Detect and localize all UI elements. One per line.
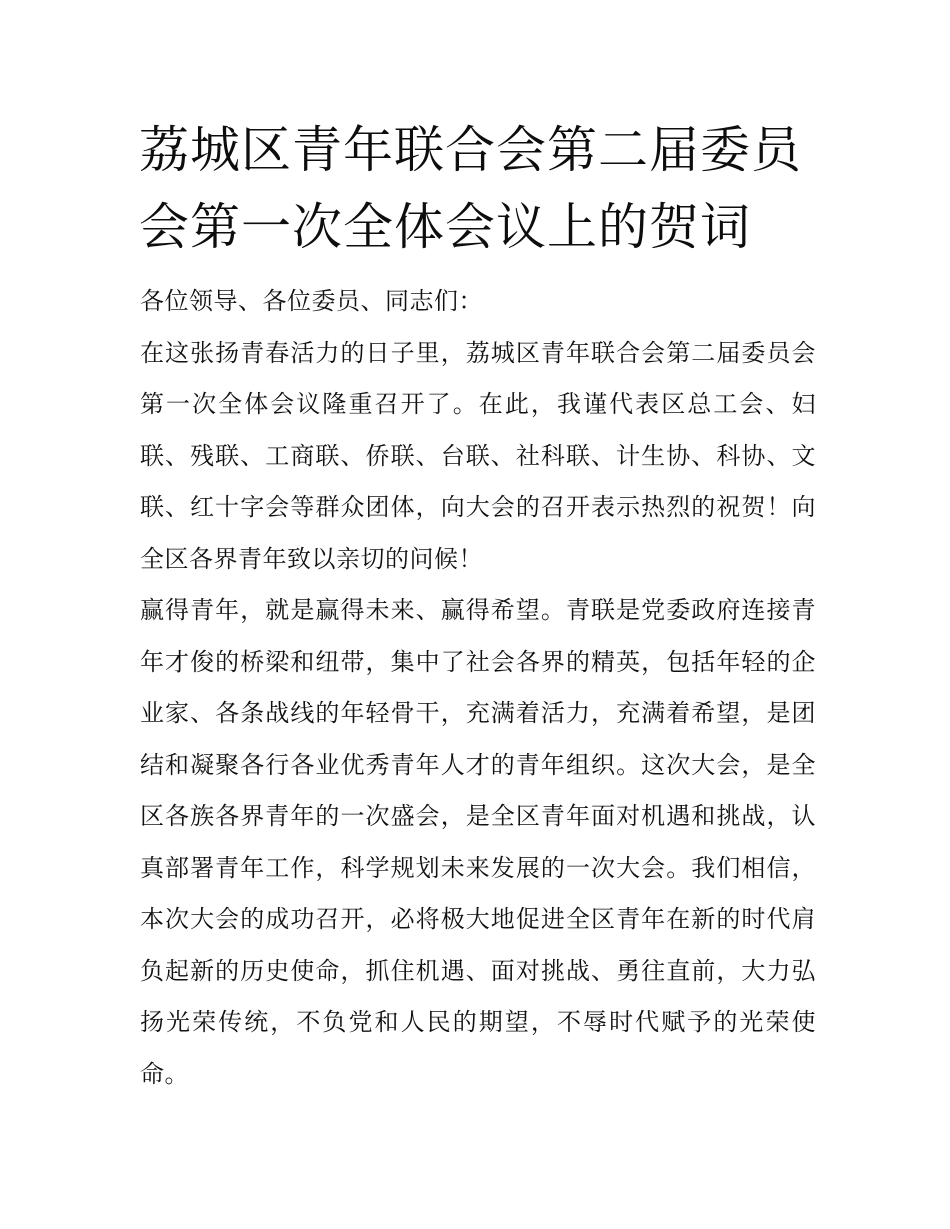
document-body bbox=[140, 276, 816, 1100]
salutation: 各位领导、各位委员、同志们： bbox=[140, 287, 483, 315]
document-title: 荔城区青年联合会第二届委员会第一次全体会议上的贺词 bbox=[139, 121, 802, 256]
paragraph-2: 赢得青年，就是赢得未来、赢得希望。青联是党委政府连接青年才俊的桥梁和纽带，集中了社会各界的精英，包括年轻的企业家、各条战线的年轻骨干，充满着活力，充满着希望，是团结和凝聚各行各业优秀青年人才的青年组织。这次大会，是全区各族各界青年的一次盛会，是全区青年面对机遇和挑战，认真部署青年工作，科学规划未来发展的一次大会。我们相信，本次大会的成功召开，必将极大地促进全区青年在新的时代肩负起新的历史使命，抓住机遇、面对挑战、勇往直前，大力弘扬光荣传统，不负党和人民的期望，不辱时代赋予的光荣使命。 bbox=[140, 596, 816, 1088]
paragraph-1: 在这张扬青春活力的日子里，荔城区青年联合会第二届委员会第一次全体会议隆重召开了。在此，我谨代表区总工会、妇联、残联、工商联、侨联、台联、社科联、计生协、科协、文联、红十字会等群众团体，向大会的召开表示热烈的祝贺！向全区各界青年致以亲切的问候！ bbox=[140, 338, 816, 573]
